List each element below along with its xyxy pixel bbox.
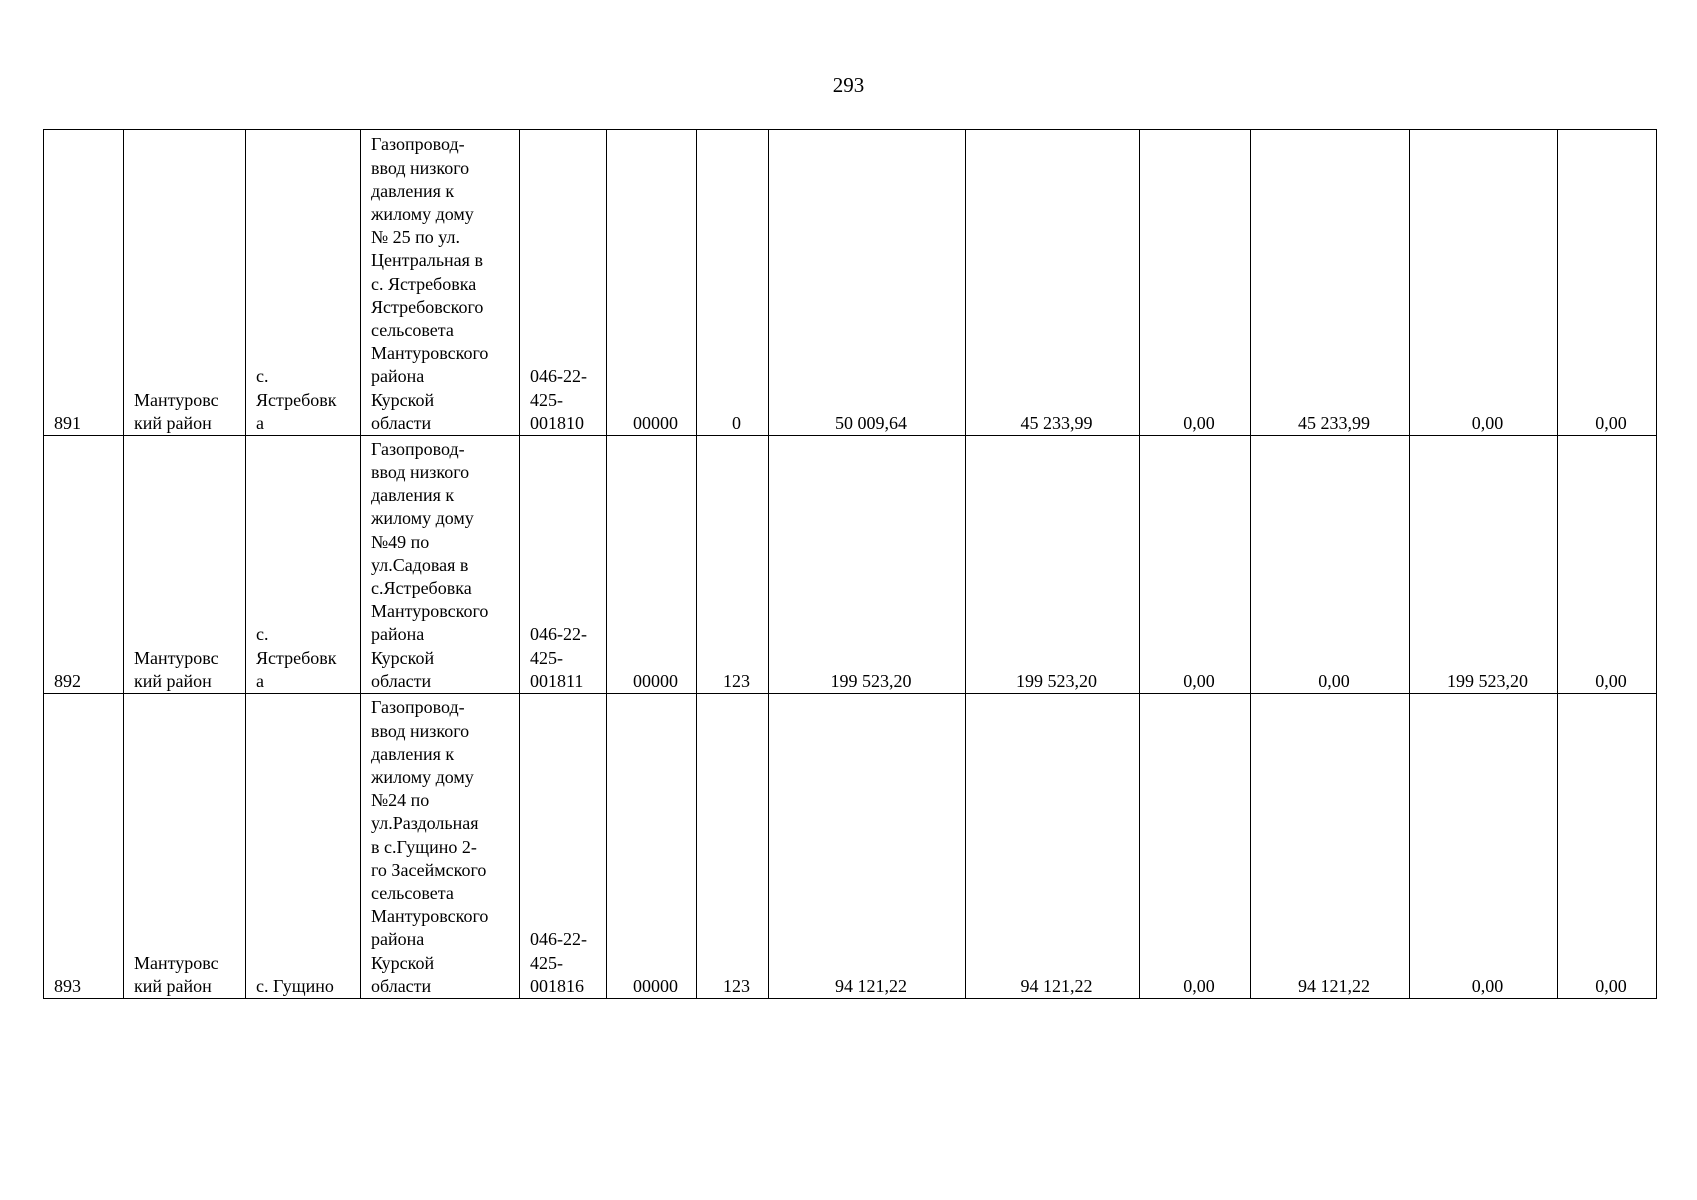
col10-cell: 0,00 — [1140, 694, 1251, 999]
col8-cell: 94 121,22 — [769, 694, 966, 999]
col9-cell: 199 523,20 — [966, 436, 1140, 694]
description-cell: Газопровод- ввод низкого давления к жилому дому №24 по ул.Раздольная в с.Гущино 2- го Засеймского сельсовета Мантуровского района Курской области — [361, 694, 520, 999]
code-cell: 046-22- 425- 001811 — [520, 436, 607, 694]
col8-cell: 50 009,64 — [769, 130, 966, 436]
row-number: 891 — [44, 130, 124, 436]
code-cell: 046-22- 425- 001816 — [520, 694, 607, 999]
table-row — [44, 694, 1657, 999]
col10-cell: 0,00 — [1140, 130, 1251, 436]
col10-cell: 0,00 — [1140, 436, 1251, 694]
col6-cell: 00000 — [607, 694, 697, 999]
settlement-cell: с. Ястребовк а — [246, 130, 361, 436]
table-row — [44, 436, 1657, 694]
row-number: 893 — [44, 694, 124, 999]
col12-cell: 0,00 — [1410, 130, 1558, 436]
district-cell: Мантуровс кий район — [124, 130, 246, 436]
col9-cell: 45 233,99 — [966, 130, 1140, 436]
page-number: 293 — [832, 73, 865, 97]
district-cell: Мантуровс кий район — [124, 694, 246, 999]
settlement-cell: с. Гущино — [246, 694, 361, 999]
col13-cell: 0,00 — [1558, 436, 1657, 694]
description-cell: Газопровод- ввод низкого давления к жилому дому №49 по ул.Садовая в с.Ястребовка Мантуровского района Курской области — [361, 436, 520, 694]
col7-cell: 123 — [697, 436, 769, 694]
col12-cell: 0,00 — [1410, 694, 1558, 999]
col11-cell: 94 121,22 — [1251, 694, 1410, 999]
col11-cell: 0,00 — [1251, 436, 1410, 694]
col6-cell: 00000 — [607, 130, 697, 436]
settlement-cell: с. Ястребовк а — [246, 436, 361, 694]
col12-cell: 199 523,20 — [1410, 436, 1558, 694]
table-row — [44, 130, 1657, 436]
code-cell: 046-22- 425- 001810 — [520, 130, 607, 436]
col7-cell: 0 — [697, 130, 769, 436]
register-table — [43, 129, 1657, 999]
district-cell: Мантуровс кий район — [124, 436, 246, 694]
col11-cell: 45 233,99 — [1251, 130, 1410, 436]
row-number: 892 — [44, 436, 124, 694]
col13-cell: 0,00 — [1558, 130, 1657, 436]
col13-cell: 0,00 — [1558, 694, 1657, 999]
col8-cell: 199 523,20 — [769, 436, 966, 694]
col7-cell: 123 — [697, 694, 769, 999]
col9-cell: 94 121,22 — [966, 694, 1140, 999]
description-cell: Газопровод- ввод низкого давления к жилому дому № 25 по ул. Центральная в с. Ястребовка Ястребовского сельсовета Мантуровского района Курской области — [361, 130, 520, 436]
col6-cell: 00000 — [607, 436, 697, 694]
